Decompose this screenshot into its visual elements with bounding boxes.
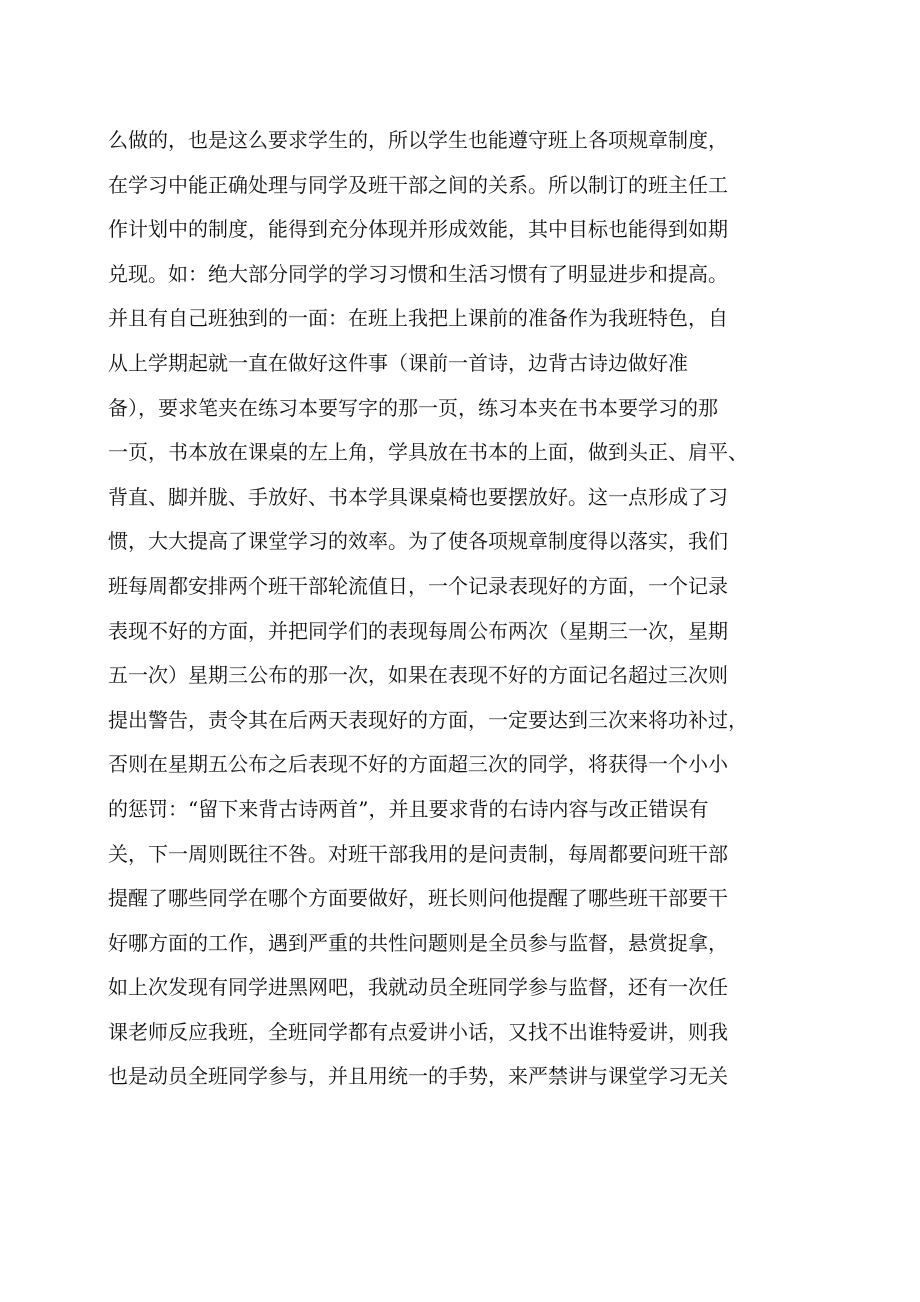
text-line: 一页，书本放在课桌的左上角，学具放在书本的上面，做到头正、肩平、 bbox=[108, 440, 748, 465]
text-line: 提出警告，责令其在后两天表现好的方面，一定要达到三次来将功补过， bbox=[108, 707, 748, 732]
text-line: 在学习中能正确处理与同学及班干部之间的关系。所以制订的班主任工 bbox=[108, 172, 728, 197]
text-line: 备），要求笔夹在练习本要写字的那一页，练习本夹在书本要学习的那 bbox=[108, 395, 718, 420]
text-line: 关，下一周则既往不咎。对班干部我用的是问责制，每周都要问班干部 bbox=[108, 841, 728, 866]
text-line: 五一次）星期三公布的那一次，如果在表现不好的方面记名超过三次则 bbox=[108, 663, 728, 688]
text-line: 背直、脚并胧、手放好、书本学具课桌椅也要摆放好。这一点形成了习 bbox=[108, 484, 728, 509]
text-line: 惯，大大提高了课堂学习的效率。为了使各项规章制度得以落实，我们 bbox=[108, 529, 728, 554]
text-line: 作计划中的制度，能得到充分体现并形成效能，其中目标也能得到如期 bbox=[108, 217, 728, 242]
text-line: 好哪方面的工作，遇到严重的共性问题则是全员参与监督，悬赏捉拿， bbox=[108, 930, 728, 955]
text-line: 表现不好的方面，并把同学们的表现每周公布两次（星期三一次，星期 bbox=[108, 618, 728, 643]
text-line: 否则在星期五公布之后表现不好的方面超三次的同学，将获得一个小小 bbox=[108, 752, 728, 777]
text-line: 提醒了哪些同学在哪个方面要做好，班长则问他提醒了哪些班干部要干 bbox=[108, 886, 728, 911]
body-text bbox=[108, 118, 808, 1099]
text-line: 的惩罚：“留下来背古诗两首”，并且要求背的右诗内容与改正错误有 bbox=[108, 796, 709, 821]
text-line: 从上学期起就一直在做好这件事（课前一首诗，边背古诗边做好准 bbox=[108, 350, 688, 375]
text-line: 班每周都安排两个班干部轮流值日，一个记录表现好的方面，一个记录 bbox=[108, 573, 728, 598]
text-line: 课老师反应我班，全班同学都有点爱讲小话，又找不出谁特爱讲，则我 bbox=[108, 1019, 728, 1044]
text-line: 兑现。如：绝大部分同学的学习习惯和生活习惯有了明显进步和提高。 bbox=[108, 261, 728, 286]
text-line: 如上次发现有同学进黑网吧，我就动员全班同学参与监督，还有一次任 bbox=[108, 975, 728, 1000]
text-line: 并且有自己班独到的一面：在班上我把上课前的准备作为我班特色，自 bbox=[108, 306, 728, 331]
text-line: 么做的，也是这么要求学生的，所以学生也能遵守班上各项规章制度， bbox=[108, 128, 728, 152]
text-line: 也是动员全班同学参与，并且用统一的手势，来严禁讲与课堂学习无关 bbox=[108, 1064, 728, 1089]
